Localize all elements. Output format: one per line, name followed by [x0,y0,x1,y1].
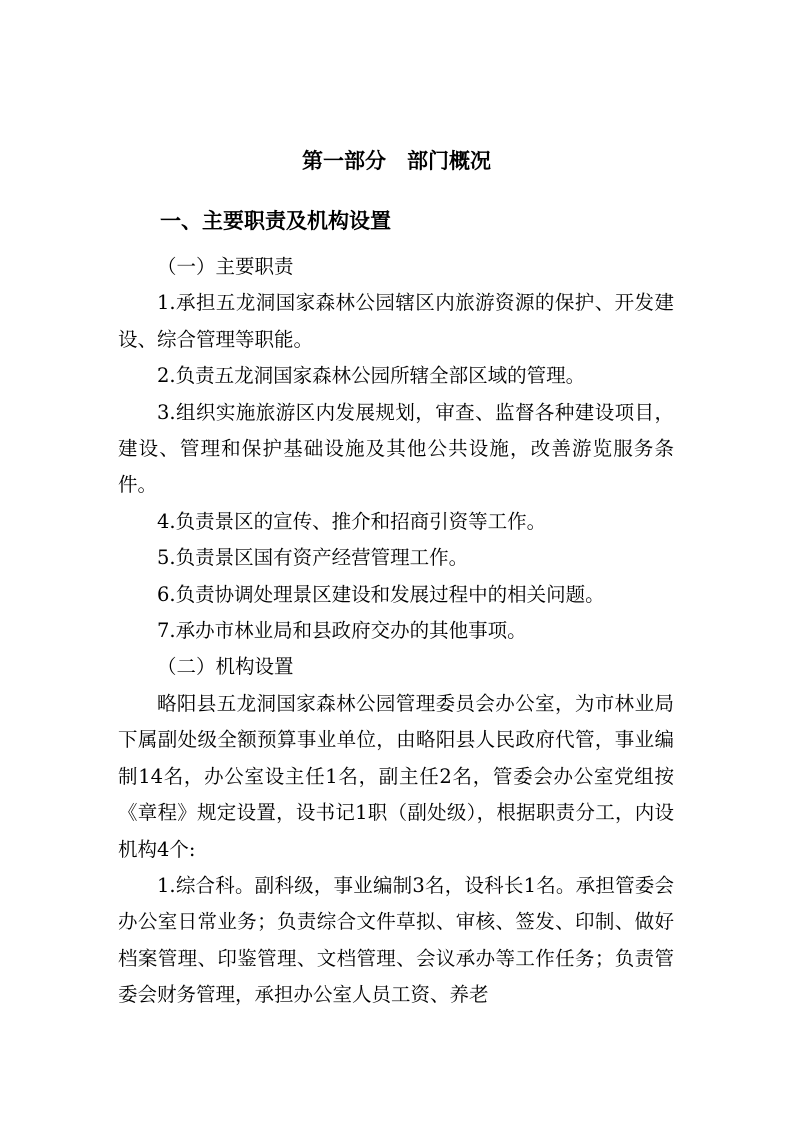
body-text [118,249,674,1014]
duty-item-3: 3.组织实施旅游区内发展规划，审查、监督各种建设项目，建设、管理和保护基础设施及其他公共设施，改善游览服务条件。 [118,400,674,497]
duty-item-2: 2.负责五龙洞国家森林公园所辖全部区域的管理。 [157,364,586,388]
subsection-heading-structure: （二）机构设置 [157,655,294,679]
duty-item-7: 7.承办市林业局和县政府交办的其他事项。 [157,619,527,643]
duty-item-4: 4.负责景区的宣传、推介和招商引资等工作。 [157,509,547,533]
subsection-heading-duties: （一）主要职责 [157,255,294,278]
duty-item-6: 6.负责协调处理景区建设和发展过程中的相关问题。 [157,582,605,606]
structure-item-1: 1.综合科。副科级，事业编制3名，设科长1名。承担管委会办公室日常业务；负责综合文件草拟、审核、签发、印制、做好档案管理、印鉴管理、文档管理、会议承办等工作任务；负责管委会财务管理，承担办公室人员工资、养老 [118,873,674,1007]
page-title: 第一部分 部门概况 [302,149,491,173]
section-heading: 一、主要职责及机构设置 [160,209,391,233]
structure-paragraph: 略阳县五龙洞国家森林公园管理委员会办公室，为市林业局下属副处级全额预算事业单位，由略阳县人民政府代管，事业编制14名，办公室设主任1名，副主任2名，管委会办公室党组按《章程》规定设置，设书记1职（副处级），根据职责分工，内设机构4个: [118,691,674,861]
duty-item-1: 1.承担五龙洞国家森林公园辖区内旅游资源的保护、开发建设、综合管理等职能。 [118,291,674,351]
duty-item-5: 5.负责景区国有资产经营管理工作。 [157,546,469,570]
